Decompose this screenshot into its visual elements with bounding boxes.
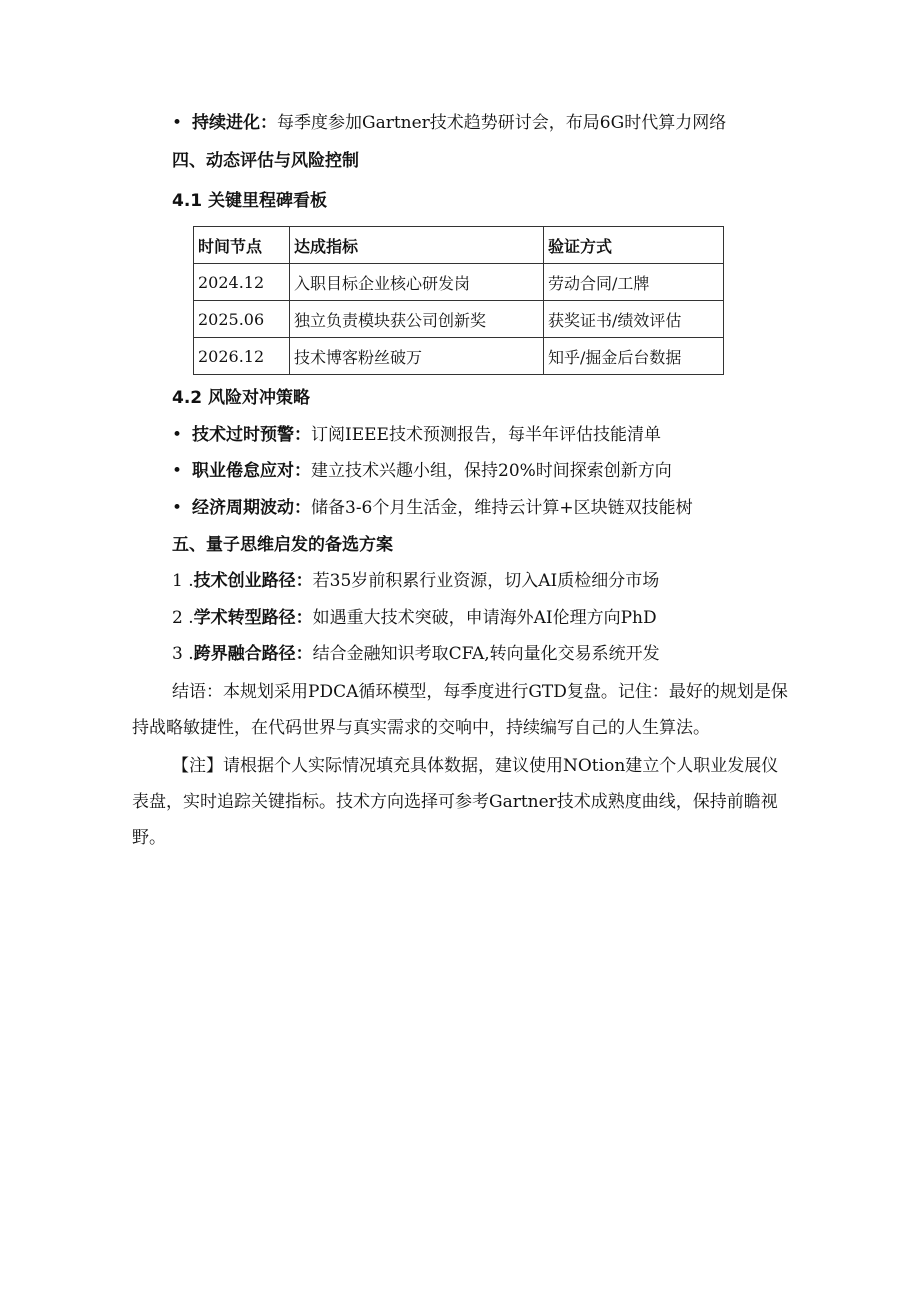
cell-goal: 入职目标企业核心研发岗 <box>290 264 544 301</box>
alt-number: 1 . <box>172 571 194 591</box>
cell-verification: 获奖证书/绩效评估 <box>544 301 724 338</box>
table-header-row <box>194 227 724 264</box>
risk-label: 职业倦怠应对： <box>192 461 311 481</box>
subsection-4-1-heading: 4.1 关键里程碑看板 <box>172 191 328 211</box>
conclusion-text: 结语：本规划采用PDCA循环模型，每季度进行GTD复盘。记住：最好的规划是保持战略敏捷性，在代码世界与真实需求的交响中，持续编写自己的人生算法。 <box>132 682 788 738</box>
alt-label: 学术转型路径： <box>193 608 313 628</box>
bullet-dot: • <box>172 425 183 445</box>
bullet-dot: • <box>172 113 183 133</box>
note-text: 【注】请根据个人实际情况填充具体数据，建议使用NOtion建立个人职业发展仪表盘，实时追踪关键指标。技术方向选择可参考Gartner技术成熟度曲线，保持前瞻视野。 <box>132 756 779 848</box>
bullet-text: 每季度参加Gartner技术趋势研讨会，布局6G时代算力网络 <box>277 113 727 133</box>
alt-number: 2 . <box>172 608 194 628</box>
risk-label: 经济周期波动： <box>192 498 311 518</box>
alternative-item <box>172 569 659 593</box>
alt-text: 结合金融知识考取CFA,转向量化交易系统开发 <box>312 644 660 664</box>
alt-text: 如遇重大技术突破，申请海外AI伦理方向PhD <box>312 608 657 628</box>
risk-text: 订阅IEEE技术预测报告，每半年评估技能清单 <box>311 425 661 445</box>
cell-verification: 劳动合同/工牌 <box>544 264 724 301</box>
alternative-item <box>172 642 660 666</box>
cell-time: 2024.12 <box>194 264 290 301</box>
subsection-4-2-heading: 4.2 风险对冲策略 <box>172 388 311 408</box>
bullet-label: 持续进化： <box>192 113 277 133</box>
alt-label: 技术创业路径： <box>193 571 313 591</box>
bullet-continuous-evolution <box>172 111 726 135</box>
bullet-dot: • <box>172 498 183 518</box>
conclusion-paragraph <box>132 674 792 746</box>
risk-item <box>172 459 672 483</box>
risk-text: 储备3-6个月生活金，维持云计算+区块链双技能树 <box>311 498 693 518</box>
alternative-item <box>172 606 657 630</box>
bullet-dot: • <box>172 461 183 481</box>
alt-text: 若35岁前积累行业资源，切入AI质检细分市场 <box>312 571 660 591</box>
cell-time: 2025.06 <box>194 301 290 338</box>
section-4-heading: 四、动态评估与风险控制 <box>172 151 359 171</box>
table-row <box>194 338 724 375</box>
table-row <box>194 301 724 338</box>
header-time: 时间节点 <box>194 227 290 264</box>
milestone-table <box>193 226 724 375</box>
header-goal: 达成指标 <box>290 227 544 264</box>
risk-item <box>172 423 661 447</box>
risk-item <box>172 496 693 520</box>
table-row <box>194 264 724 301</box>
header-verification: 验证方式 <box>544 227 724 264</box>
alt-label: 跨界融合路径： <box>193 644 313 664</box>
section-5-heading: 五、量子思维启发的备选方案 <box>172 535 393 555</box>
cell-time: 2026.12 <box>194 338 290 375</box>
cell-verification: 知乎/掘金后台数据 <box>544 338 724 375</box>
cell-goal: 独立负责模块获公司创新奖 <box>290 301 544 338</box>
note-paragraph <box>132 748 792 856</box>
risk-text: 建立技术兴趣小组，保持20%时间探索创新方向 <box>311 461 672 481</box>
alt-number: 3 . <box>172 644 194 664</box>
risk-label: 技术过时预警： <box>192 425 311 445</box>
cell-goal: 技术博客粉丝破万 <box>290 338 544 375</box>
